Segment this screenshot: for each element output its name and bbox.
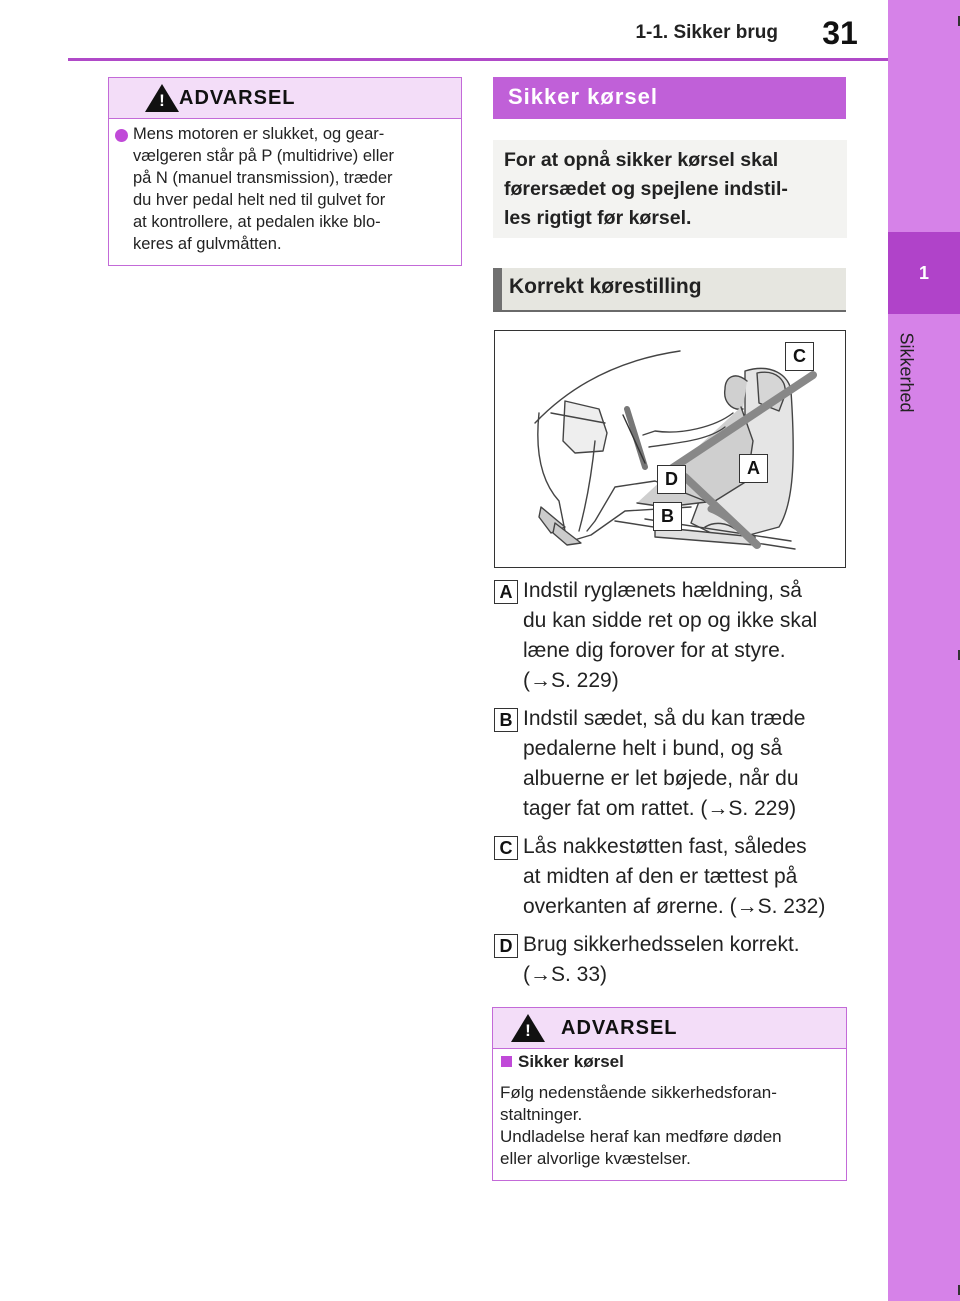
warning-body: Mens motoren er slukket, og gear- vælgeren står på P (multidrive) eller på N (manuel transmission), træder du hver pedal helt ned til gulvet for at kontrollere, at pedalen ikke blo- keres af gulvmåtten. [133, 125, 395, 253]
square-bullet-icon [501, 1056, 512, 1067]
chapter-sidebar [888, 0, 960, 1301]
item-text-a: Indstil ryglænets hældning, så du kan sidde ret op og ikke skal læne dig forover for at styre. (→S. 229) [523, 579, 818, 692]
intro-box [493, 140, 847, 238]
subheading: Korrekt kørestilling [493, 268, 846, 312]
chapter-title-text: Sikkerhed [896, 332, 917, 413]
figure-label-d: D [657, 465, 686, 494]
warning-subtitle: Sikker kørsel [518, 1052, 624, 1071]
chapter-title [888, 322, 922, 422]
item-text-c: Lås nakkestøtten fast, således at midten af den er tættest på overkanten af ørerne. (→S. 232) [523, 835, 826, 918]
item-text-d: Brug sikkerhedsselen korrekt. (→S. 33) [523, 933, 800, 986]
item-label-d: D [494, 934, 518, 958]
header-rule [68, 58, 888, 61]
page-number: 31 [822, 15, 858, 51]
chapter-number-tab[interactable]: 1 [888, 232, 960, 314]
warning-header: ! ADVARSEL [493, 1008, 846, 1049]
figure-label-c: C [785, 342, 814, 371]
item-text-b: Indstil sædet, så du kan træde pedalerne helt i bund, og så albuerne er let bøjede, når du tager fat om rattet. (→S. 229) [523, 707, 806, 820]
item-label-b: B [494, 708, 518, 732]
bullet-icon [115, 129, 128, 142]
figure-label-b: B [653, 502, 682, 531]
warning-title: ADVARSEL [179, 87, 296, 109]
section-heading: Sikker kørsel [493, 77, 846, 119]
intro-text: For at opnå sikker kørsel skal førersædet og spejlene indstil- les rigtigt før kørsel. [504, 149, 788, 229]
warning-header: ! ADVARSEL [109, 78, 461, 119]
warning-body: Følg nedenstående sikkerhedsforan- staltninger. Undladelse heraf kan medføre døden eller alvorlige kvæstelser. [500, 1083, 782, 1168]
warning-box-right [492, 1007, 847, 1181]
section-label: 1-1. Sikker brug [635, 22, 778, 43]
item-label-a: A [494, 580, 518, 604]
warning-title: ADVARSEL [561, 1017, 678, 1039]
item-label-c: C [494, 836, 518, 860]
figure-label-a: A [739, 454, 768, 483]
warning-box-left [108, 77, 462, 266]
seating-position-figure [494, 330, 846, 568]
